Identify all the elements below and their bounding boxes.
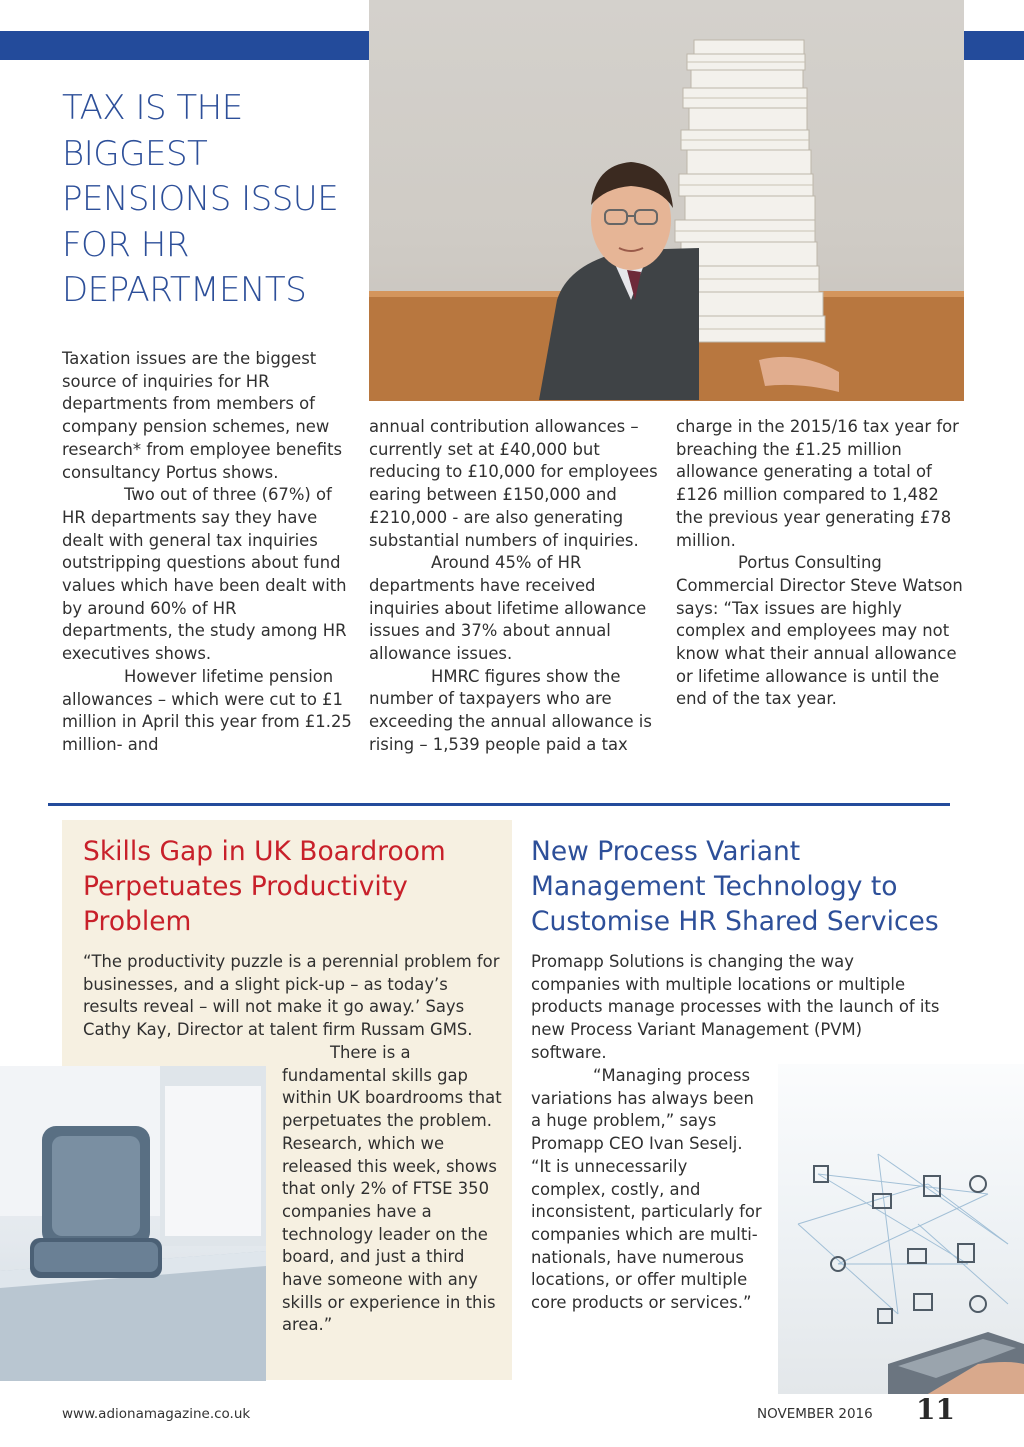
main-article-title: TAX IS THE BIGGEST PENSIONS ISSUE FOR HR DEPARTMENTS	[62, 88, 339, 310]
section-divider	[48, 803, 950, 806]
main-article-column-1	[62, 348, 352, 757]
main-col2-paragraph-1: annual contribution allowances – currently set at £40,000 but reducing to £10,000 for employees earing between £150,000 and £210,000 - are also generating substantial numbers of inquiries.	[369, 417, 658, 550]
network-icons-illustration	[778, 1064, 1024, 1394]
main-col1-paragraph-2: Two out of three (67%) of HR departments say they have dealt with general tax inquiries outstripping questions about fund values which have been dealt with by around 60% of HR departments, the study among HR executives shows.	[62, 485, 347, 664]
man-with-paper-stack-illustration	[369, 0, 964, 401]
pvm-article-title: New Process Variant Management Technology to Customise HR Shared Services	[531, 836, 939, 937]
photo-network-smartphone	[778, 1064, 1024, 1394]
main-col1-paragraph-3: However lifetime pension allowances – which were cut to £1 million in April this year from £1.25 million- and	[62, 666, 352, 754]
header-band-left	[0, 31, 369, 60]
main-article-column-3	[676, 416, 966, 711]
main-col1-paragraph-1: Taxation issues are the biggest source of inquiries for HR departments from members of company pension schemes, new research* from employee benefits consultancy Portus shows.	[62, 349, 343, 482]
pvm-article-intro: Promapp Solutions is changing the way companies with multiple locations or multiple products manage processes with the launch of its new Process Variant Management (PVM) software.	[531, 952, 940, 1062]
footer-url: www.adionamagazine.co.uk	[62, 1406, 251, 1422]
pvm-article-body: “Managing process variations has always been a huge problem,” says Promapp CEO Ivan Seselj. “It is unnecessarily complex, costly, and inconsistent, particularly for companies which are multi-nationals, have numerous locations, or offer multiple core products or services.”	[531, 1066, 762, 1313]
skills-article-title: Skills Gap in UK Boardroom Perpetuates Productivity Problem	[83, 836, 446, 937]
photo-boardroom-chair	[0, 1066, 266, 1381]
main-col3-paragraph-1: charge in the 2015/16 tax year for breaching the £1.25 million allowance generating a total of £126 million compared to 1,482 the previous year generating £78 million.	[676, 417, 959, 550]
main-col2-paragraph-2: Around 45% of HR departments have received inquiries about lifetime allowance issues and 37% about annual allowance issues.	[369, 553, 647, 664]
photo-man-with-files	[369, 0, 964, 401]
skills-article-intro: “The productivity puzzle is a perennial problem for businesses, and a slight pick-up – as today’s results reveal – will not make it go away.’ Says Cathy Kay, Director at talent firm Russam GMS.	[83, 952, 500, 1040]
page-number: 11	[916, 1393, 955, 1426]
main-col2-paragraph-3: HMRC figures show the number of taxpayers who are exceeding the annual allowance is rising – 1,539 people paid a tax	[369, 666, 652, 754]
main-article-column-2	[369, 416, 662, 757]
main-col3-paragraph-2: Portus Consulting Commercial Director Steve Watson says: “Tax issues are highly complex and employees may not know what their annual allowance or lifetime allowance is until the end of the tax year.	[676, 553, 963, 709]
header-band-right	[964, 31, 1024, 60]
skills-article-body: There is a fundamental skills gap within UK boardrooms that perpetuates the problem. Research, which we released this week, shows that only 2% of FTSE 350 companies have a technology leader on the board, and just a third have someone with any skills or experience in this area.”	[282, 1043, 502, 1335]
boardroom-chair-illustration	[0, 1066, 266, 1381]
footer-date: NOVEMBER 2016	[757, 1406, 873, 1422]
